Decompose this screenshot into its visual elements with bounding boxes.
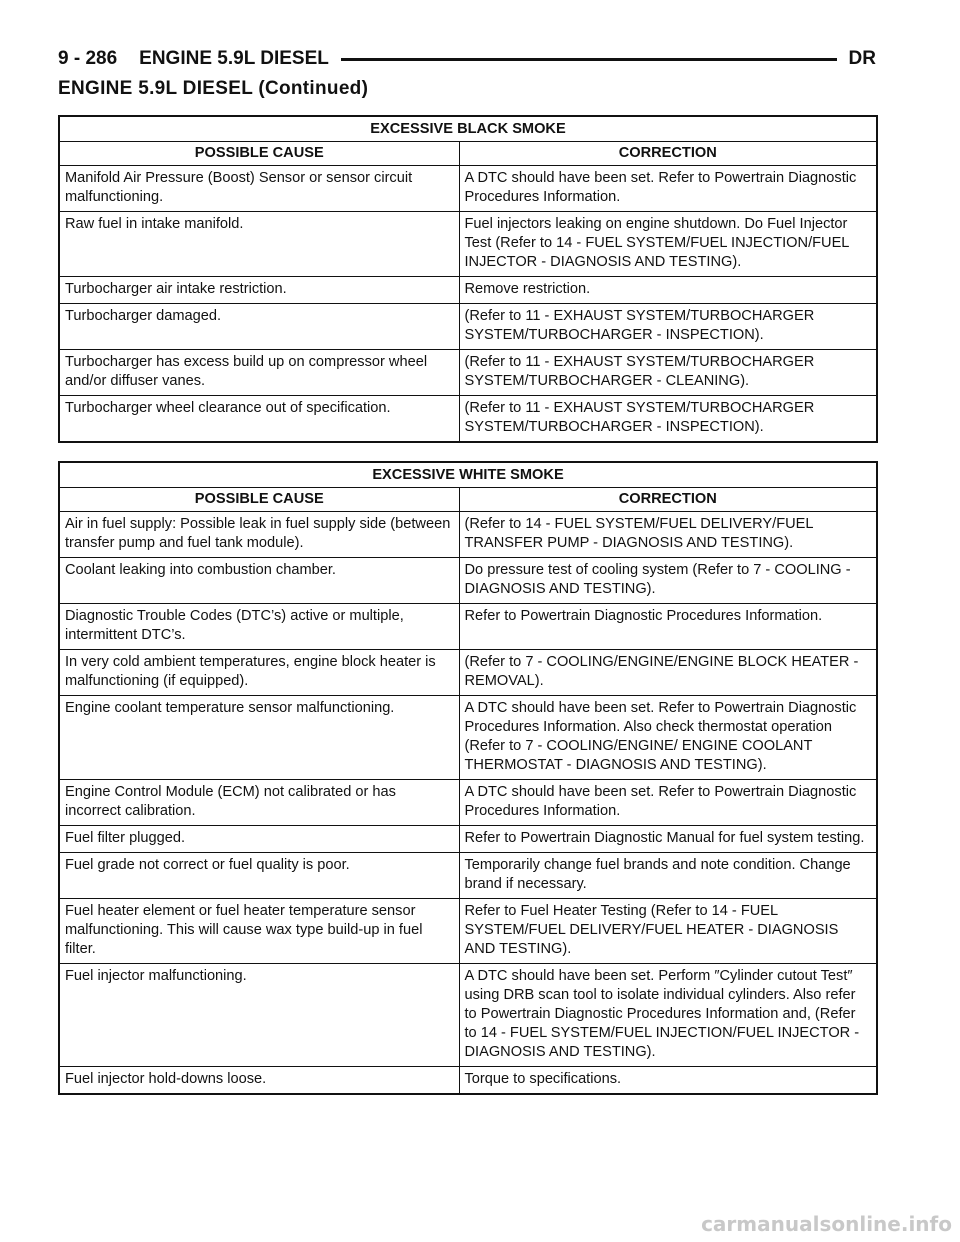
- white-smoke-table: [58, 461, 878, 1095]
- section-title: ENGINE 5.9L DIESEL: [139, 48, 329, 69]
- table-row: [59, 853, 877, 899]
- correction-cell: Temporarily change fuel brands and note condition. Change brand if necessary.: [459, 853, 877, 899]
- table-row: [59, 350, 877, 396]
- correction-cell: A DTC should have been set. Refer to Powertrain Diagnostic Procedures Information.: [459, 780, 877, 826]
- cause-cell: Turbocharger has excess build up on compressor wheel and/or diffuser vanes.: [59, 350, 459, 396]
- table-row: [59, 696, 877, 780]
- correction-cell: (Refer to 11 - EXHAUST SYSTEM/TURBOCHARGER SYSTEM/TURBOCHARGER - INSPECTION).: [459, 396, 877, 443]
- cause-cell: Engine Control Module (ECM) not calibrated or has incorrect calibration.: [59, 780, 459, 826]
- correction-cell: Fuel injectors leaking on engine shutdown. Do Fuel Injector Test (Refer to 14 - FUEL SYSTEM/FUEL INJECTION/FUEL INJECTOR - DIAGNOSIS AND TESTING).: [459, 212, 877, 277]
- cause-cell: Raw fuel in intake manifold.: [59, 212, 459, 277]
- correction-cell: A DTC should have been set. Refer to Powertrain Diagnostic Procedures Information.: [459, 166, 877, 212]
- cause-cell: Fuel heater element or fuel heater temperature sensor malfunctioning. This will cause wax type build-up in fuel filter.: [59, 899, 459, 964]
- table-row: [59, 396, 877, 443]
- page-number: 9 - 286: [58, 48, 118, 69]
- model-code: DR: [848, 48, 876, 69]
- table-row: [59, 826, 877, 853]
- table-title: EXCESSIVE BLACK SMOKE: [59, 116, 877, 142]
- cause-cell: Coolant leaking into combustion chamber.: [59, 558, 459, 604]
- table-title: EXCESSIVE WHITE SMOKE: [59, 462, 877, 488]
- table-row: [59, 304, 877, 350]
- correction-cell: A DTC should have been set. Perform ″Cylinder cutout Test″ using DRB scan tool to isolate individual cylinders. Also refer to Powertrain Diagnostic Procedures Information and, (Refer to 14 - FUEL SYSTEM/FUEL INJECTION/FUEL INJECTOR - DIAGNOSIS AND TESTING).: [459, 964, 877, 1067]
- cause-cell: Engine coolant temperature sensor malfunctioning.: [59, 696, 459, 780]
- column-header-correction: CORRECTION: [459, 142, 877, 166]
- watermark: carmanualsonline.info: [701, 1212, 952, 1236]
- correction-cell: Refer to Fuel Heater Testing (Refer to 14 - FUEL SYSTEM/FUEL DELIVERY/FUEL HEATER - DIAGNOSIS AND TESTING).: [459, 899, 877, 964]
- table-row: [59, 277, 877, 304]
- cause-cell: Fuel filter plugged.: [59, 826, 459, 853]
- correction-cell: Refer to Powertrain Diagnostic Procedures Information.: [459, 604, 877, 650]
- continued-title: ENGINE 5.9L DIESEL (Continued): [58, 78, 369, 99]
- cause-cell: Fuel grade not correct or fuel quality is poor.: [59, 853, 459, 899]
- correction-cell: Remove restriction.: [459, 277, 877, 304]
- cause-cell: In very cold ambient temperatures, engine block heater is malfunctioning (if equipped).: [59, 650, 459, 696]
- column-header-cause: POSSIBLE CAUSE: [59, 142, 459, 166]
- table-row: [59, 166, 877, 212]
- table-row: [59, 604, 877, 650]
- table-row: [59, 558, 877, 604]
- column-header-cause: POSSIBLE CAUSE: [59, 488, 459, 512]
- table-row: [59, 899, 877, 964]
- cause-cell: Manifold Air Pressure (Boost) Sensor or sensor circuit malfunctioning.: [59, 166, 459, 212]
- table-row: [59, 512, 877, 558]
- cause-cell: Turbocharger wheel clearance out of specification.: [59, 396, 459, 443]
- correction-cell: Do pressure test of cooling system (Refer to 7 - COOLING - DIAGNOSIS AND TESTING).: [459, 558, 877, 604]
- cause-cell: Fuel injector hold-downs loose.: [59, 1067, 459, 1095]
- table-row: [59, 650, 877, 696]
- cause-cell: Diagnostic Trouble Codes (DTC’s) active or multiple, intermittent DTC’s.: [59, 604, 459, 650]
- cause-cell: Fuel injector malfunctioning.: [59, 964, 459, 1067]
- table-row: [59, 1067, 877, 1095]
- table-row: [59, 780, 877, 826]
- cause-cell: Turbocharger air intake restriction.: [59, 277, 459, 304]
- correction-cell: (Refer to 7 - COOLING/ENGINE/ENGINE BLOCK HEATER - REMOVAL).: [459, 650, 877, 696]
- cause-cell: Air in fuel supply: Possible leak in fuel supply side (between transfer pump and fuel tank module).: [59, 512, 459, 558]
- cause-cell: Turbocharger damaged.: [59, 304, 459, 350]
- page-header: [58, 44, 876, 74]
- correction-cell: Refer to Powertrain Diagnostic Manual for fuel system testing.: [459, 826, 877, 853]
- correction-cell: (Refer to 11 - EXHAUST SYSTEM/TURBOCHARGER SYSTEM/TURBOCHARGER - INSPECTION).: [459, 304, 877, 350]
- column-header-correction: CORRECTION: [459, 488, 877, 512]
- table-row: [59, 212, 877, 277]
- correction-cell: A DTC should have been set. Refer to Powertrain Diagnostic Procedures Information. Also check thermostat operation (Refer to 7 - COOLING/ENGINE/ ENGINE COOLANT THERMOSTAT - DIAGNOSIS AND TESTING).: [459, 696, 877, 780]
- black-smoke-table: [58, 115, 878, 443]
- correction-cell: (Refer to 14 - FUEL SYSTEM/FUEL DELIVERY/FUEL TRANSFER PUMP - DIAGNOSIS AND TESTING).: [459, 512, 877, 558]
- table-row: [59, 964, 877, 1067]
- correction-cell: (Refer to 11 - EXHAUST SYSTEM/TURBOCHARGER SYSTEM/TURBOCHARGER - CLEANING).: [459, 350, 877, 396]
- correction-cell: Torque to specifications.: [459, 1067, 877, 1095]
- header-rule: [341, 58, 837, 61]
